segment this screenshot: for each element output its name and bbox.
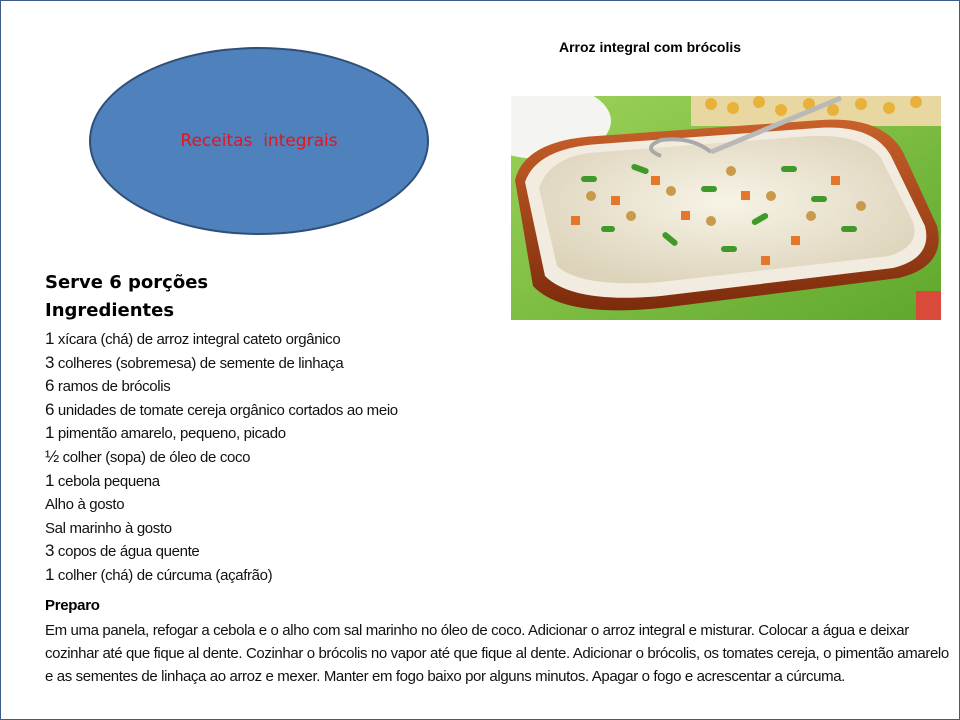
servings-heading: Serve 6 porções	[45, 272, 209, 293]
dish-title: Arroz integral com brócolis	[559, 39, 742, 55]
title-ellipse-badge	[89, 47, 429, 235]
list-item: 1 pimentão amarelo, pequeno, picado	[45, 423, 286, 443]
list-item: 3 colheres (sobremesa) de semente de linhaça	[45, 352, 344, 372]
preparation-heading: Preparo	[45, 597, 100, 614]
list-item: ½ colher (sopa) de óleo de coco	[45, 446, 251, 466]
list-item: 1 xícara (chá) de arroz integral cateto orgânico	[45, 329, 341, 348]
food-photo	[511, 96, 941, 320]
list-item: 1 colher (chá) de cúrcuma (açafrão)	[45, 564, 273, 584]
list-item: 6 ramos de brócolis	[45, 376, 171, 396]
badge-label: Receitas integrais	[180, 131, 338, 151]
list-item: 3 copos de água quente	[45, 541, 200, 561]
list-item: Alho à gosto	[45, 496, 125, 514]
list-item: 6 unidades de tomate cereja orgânico cortados ao meio	[45, 399, 398, 419]
preparation-text: Em uma panela, refogar a cebola e o alho com sal marinho no óleo de coco. Adicionar o arroz integral e misturar. Colocar a água e deixar cozinhar até que fique al dente. Cozinhar o brócolis no vapor até que fique al dente. Adicionar o brócolis, os tomates cereja, o pimentão amarelo e as sementes de linhaça ao arroz e mexer. Manter em fogo baixo por alguns minutos. Apagar o fogo e acrescentar a cúrcuma.	[45, 622, 949, 685]
list-item: Sal marinho à gosto	[45, 519, 172, 537]
ingredients-list	[45, 328, 398, 588]
list-item: 1 cebola pequena	[45, 470, 160, 490]
ingredients-heading: Ingredientes	[45, 300, 175, 321]
